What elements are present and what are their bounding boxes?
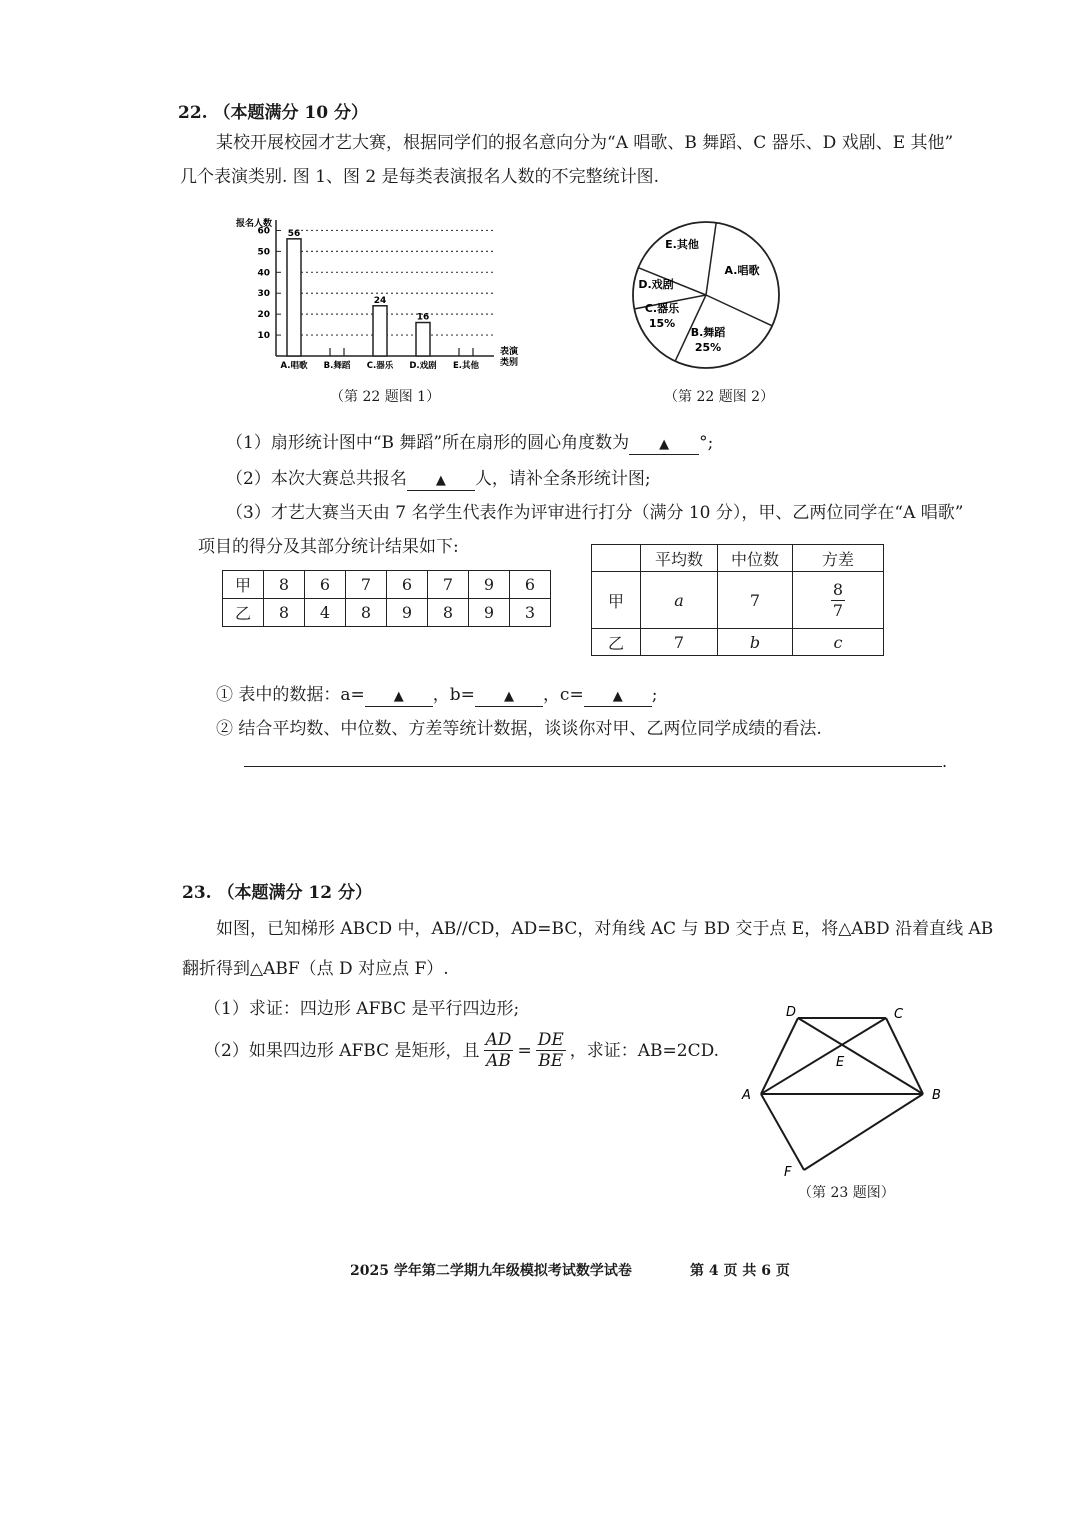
answer-blank-total[interactable]: ▲ xyxy=(407,472,475,491)
q22-part2-text-b: 人，请补全条形统计图; xyxy=(474,469,651,489)
answer-line-end: . xyxy=(942,752,948,771)
score-cell: 6 xyxy=(305,571,346,599)
score-cell: 7 xyxy=(428,571,469,599)
q23-part2-text-a: （2）如果四边形 AFBC 是矩形，且 xyxy=(204,1040,480,1061)
trapezoid-figure xyxy=(736,996,956,1186)
data-label: 56 xyxy=(287,228,301,239)
q22-sub1-text-d: ; xyxy=(651,685,658,705)
score-cell: 6 xyxy=(387,571,428,599)
q23-part2-text-b: ，求证：AB=2CD. xyxy=(569,1040,719,1061)
point-label-c: C xyxy=(894,1007,904,1022)
q22-part2 xyxy=(226,462,651,496)
segment-af xyxy=(761,1094,804,1170)
y-tick-label: 40 xyxy=(257,268,270,279)
stats-row-name: 乙 xyxy=(592,629,641,656)
pie-slice-label: E.其他 xyxy=(665,238,699,251)
answer-line[interactable] xyxy=(244,766,942,767)
q23-part2 xyxy=(204,1030,719,1071)
answer-blank-b[interactable]: ▲ xyxy=(475,688,543,707)
scores-row-name: 甲 xyxy=(223,571,264,599)
score-cell: 8 xyxy=(428,599,469,627)
pie-slice-label: C.器乐 xyxy=(644,302,680,315)
y-tick-label: 50 xyxy=(257,247,270,258)
pie-chart xyxy=(624,214,790,376)
stats-header-variance: 方差 xyxy=(793,545,884,572)
x-tick-label: B.舞蹈 xyxy=(323,361,351,371)
fraction-denominator: 7 xyxy=(832,600,844,620)
q23-intro-line2: 翻折得到△ABF（点 D 对应点 F）. xyxy=(182,959,449,979)
score-cell: 3 xyxy=(510,599,551,627)
y-tick-label: 60 xyxy=(257,226,270,237)
fraction-ad-ab xyxy=(484,1030,514,1071)
table-row xyxy=(592,545,884,572)
y-tick-label: 30 xyxy=(257,289,270,300)
q22-intro-line2: 几个表演类别. 图 1、图 2 是每类表演报名人数的不完整统计图. xyxy=(180,167,660,187)
answer-blank-angle[interactable]: ▲ xyxy=(629,436,699,455)
y-tick-label: 10 xyxy=(257,331,270,342)
table-row xyxy=(592,572,884,629)
q22-sub1 xyxy=(216,678,657,712)
q22-part2-text: （2）本次大赛总共报名 xyxy=(226,469,407,489)
q22-part1-text: （1）扇形统计图中“B 舞蹈”所在扇形的圆心角度数为 xyxy=(226,433,630,453)
x-axis-label: 表演 xyxy=(500,347,519,357)
fraction-denominator: AB xyxy=(486,1051,511,1071)
point-label-b: B xyxy=(932,1088,941,1103)
table-row xyxy=(223,599,551,627)
fraction-de-be xyxy=(536,1030,566,1071)
fig23-caption: （第 23 题图） xyxy=(798,1185,895,1201)
score-cell: 6 xyxy=(510,571,551,599)
bar-chart xyxy=(232,212,532,380)
fraction-numerator: DE xyxy=(537,1030,564,1050)
fig1-caption: （第 22 题图 1） xyxy=(330,389,441,405)
q23-heading: 23. （本题满分 12 分） xyxy=(182,883,372,903)
equals-sign: = xyxy=(517,1040,532,1061)
footer-title: 2025 学年第二学期九年级模拟考试数学试卷 xyxy=(350,1263,632,1279)
score-cell: 8 xyxy=(346,599,387,627)
q22-sub1-text-b: ，b= xyxy=(432,685,475,705)
fraction-denominator: BE xyxy=(538,1051,564,1071)
q22-part3-line1: （3）才艺大赛当天由 7 名学生代表作为评审进行打分（满分 10 分），甲、乙两位同学在“A 唱歌” xyxy=(226,503,964,523)
pie-slice-label: D.戏剧 xyxy=(638,278,674,291)
q22-part1-unit: °; xyxy=(699,433,714,453)
x-tick-label: A.唱歌 xyxy=(280,361,308,371)
scores-row-name: 乙 xyxy=(223,599,264,627)
pie-percent-label: 15% xyxy=(648,317,676,330)
data-label: 16 xyxy=(416,312,430,323)
q22-sub1-text-a: ① 表中的数据：a= xyxy=(216,685,365,705)
table-row xyxy=(592,629,884,656)
fraction-numerator: 8 xyxy=(832,579,844,599)
score-cell: 7 xyxy=(346,571,387,599)
variance-fraction xyxy=(831,580,845,621)
x-axis-label: 类别 xyxy=(500,358,519,368)
answer-blank-a[interactable]: ▲ xyxy=(365,688,433,707)
footer-page: 第 4 页 共 6 页 xyxy=(690,1263,790,1279)
y-axis-label: 报名人数 xyxy=(236,219,273,229)
pie-slice-label: A.唱歌 xyxy=(724,264,760,277)
stats-variance-cell: c xyxy=(793,629,884,656)
pie-percent-label: 25% xyxy=(694,341,722,354)
bar xyxy=(287,239,301,356)
stats-table xyxy=(591,544,884,656)
x-tick-label: D.戏剧 xyxy=(409,361,437,371)
stats-row-name: 甲 xyxy=(592,572,641,629)
score-cell: 9 xyxy=(469,599,510,627)
data-label: 24 xyxy=(373,295,387,306)
score-cell: 4 xyxy=(305,599,346,627)
bar xyxy=(416,323,430,356)
q22-part3-line2: 项目的得分及其部分统计结果如下: xyxy=(198,537,459,557)
bar xyxy=(373,306,387,356)
q22-sub2: ② 结合平均数、中位数、方差等统计数据，谈谈你对甲、乙两位同学成绩的看法. xyxy=(216,719,822,739)
q22-sub1-text-c: ，c= xyxy=(542,685,584,705)
score-cell: 8 xyxy=(264,599,305,627)
q22-part1 xyxy=(226,426,713,460)
segment-fb xyxy=(804,1094,923,1170)
stats-mean-cell: a xyxy=(641,572,718,629)
q23-part1: （1）求证：四边形 AFBC 是平行四边形; xyxy=(204,999,520,1019)
score-cell: 8 xyxy=(264,571,305,599)
stats-variance-cell xyxy=(793,572,884,629)
stats-corner-cell xyxy=(592,545,641,572)
x-tick-label: E.其他 xyxy=(452,361,480,371)
x-tick-label: C.器乐 xyxy=(366,361,394,371)
point-label-f: F xyxy=(784,1165,792,1180)
y-tick-label: 20 xyxy=(257,310,270,321)
q22-intro-line1: 某校开展校园才艺大赛，根据同学们的报名意向分为“A 唱歌、B 舞蹈、C 器乐、D 戏剧、E 其他” xyxy=(216,133,954,153)
score-cell: 9 xyxy=(387,599,428,627)
scores-table xyxy=(222,570,551,627)
q23-intro-line1: 如图，已知梯形 ABCD 中，AB//CD，AD=BC，对角线 AC 与 BD 交于点 E，将△ABD 沿着直线 AB xyxy=(216,919,994,939)
answer-blank-c[interactable]: ▲ xyxy=(584,688,652,707)
stats-header-mean: 平均数 xyxy=(641,545,718,572)
q22-heading: 22. （本题满分 10 分） xyxy=(178,103,368,123)
pie-slice-label: B.舞蹈 xyxy=(690,326,726,339)
point-label-d: D xyxy=(786,1005,797,1020)
point-label-a: A xyxy=(742,1088,751,1103)
stats-header-median: 中位数 xyxy=(718,545,793,572)
fig2-caption: （第 22 题图 2） xyxy=(664,389,775,405)
fraction-numerator: AD xyxy=(485,1030,512,1050)
stats-mean-cell: 7 xyxy=(641,629,718,656)
stats-median-cell: b xyxy=(718,629,793,656)
stats-median-cell: 7 xyxy=(718,572,793,629)
score-cell: 9 xyxy=(469,571,510,599)
point-label-e: E xyxy=(836,1055,845,1070)
table-row xyxy=(223,571,551,599)
